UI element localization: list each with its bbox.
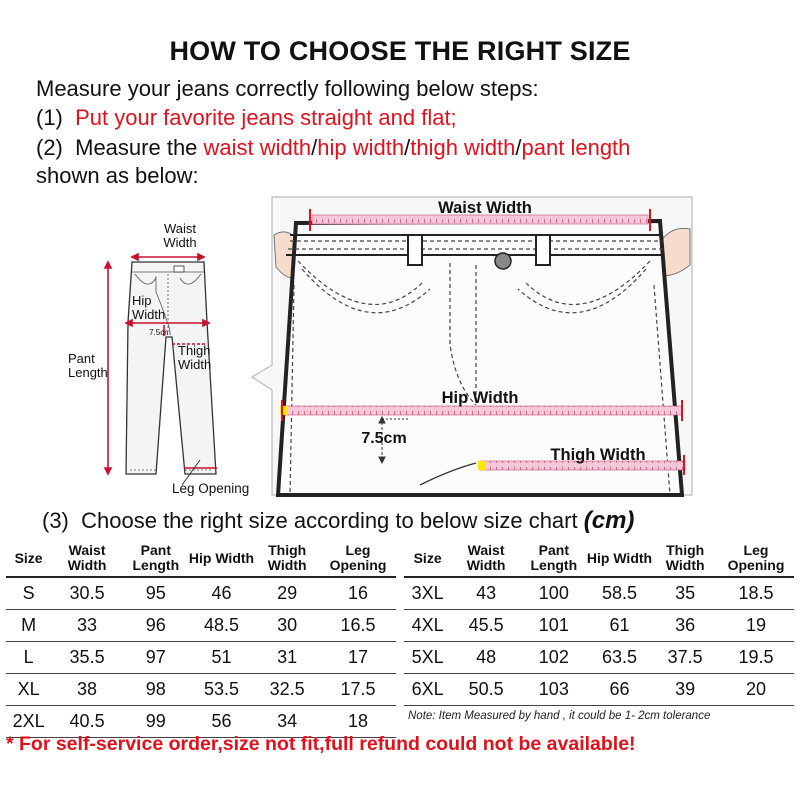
size-table-left-value-cell: 32.5 (254, 674, 320, 706)
step-3-unit: (cm) (583, 507, 635, 534)
size-table-right-value-cell: 18.5 (718, 577, 794, 610)
left-length-label: Pant Length (68, 351, 108, 380)
size-table-left-value-cell: 29 (254, 577, 320, 610)
step-2-number: (2) (36, 135, 63, 160)
size-table-left-body (6, 577, 396, 738)
size-table-left-value-cell: 17 (320, 642, 396, 674)
right-hip-label: Hip Width (441, 389, 519, 407)
size-table-right-value-cell: 103 (521, 674, 587, 706)
size-table-right-header-cell: Thigh Width (652, 540, 718, 577)
step-2-sep-3: / (515, 135, 522, 160)
size-table-left-value-cell: 40.5 (51, 706, 123, 738)
step-3-number: (3) (42, 508, 69, 533)
left-hip-label: Hip Width (132, 293, 166, 322)
size-table-right-value-cell: 37.5 (652, 642, 718, 674)
size-table-right-size-cell: 3XL (404, 577, 451, 610)
size-table-right (404, 540, 794, 706)
size-table-right-value-cell: 43 (451, 577, 521, 610)
step-2-waist: waist width (203, 135, 312, 160)
size-table-right-header-cell: Waist Width (451, 540, 521, 577)
size-table-right-value-cell: 19 (718, 610, 794, 642)
size-table-left-value-cell: 31 (254, 642, 320, 674)
size-table-left-header (6, 540, 396, 577)
size-table-right-value-cell: 48 (451, 642, 521, 674)
size-table-left-row (6, 674, 396, 706)
size-table-right-value-cell: 35 (652, 577, 718, 610)
refund-warning: * For self-service order,size not fit,full refund could not be available! (6, 733, 636, 755)
size-table-left-value-cell: 48.5 (189, 610, 255, 642)
size-table-right-value-cell: 50.5 (451, 674, 521, 706)
size-table-left-value-cell: 33 (51, 610, 123, 642)
size-table-right-row (404, 674, 794, 706)
size-table-right-row (404, 642, 794, 674)
size-table-left-value-cell: 30.5 (51, 577, 123, 610)
size-table-right-value-cell: 100 (521, 577, 587, 610)
size-table-left-value-cell: 34 (254, 706, 320, 738)
step-3-text: Choose the right size according to below size chart (81, 508, 578, 533)
size-table-left-value-cell: 53.5 (189, 674, 255, 706)
size-table-right-size-cell: 4XL (404, 610, 451, 642)
size-table-left-value-cell: 46 (189, 577, 255, 610)
size-table-right-value-cell: 101 (521, 610, 587, 642)
step-2-prefix: Measure the (75, 135, 204, 160)
step-2 (36, 134, 630, 162)
size-table-right-value-cell: 102 (521, 642, 587, 674)
size-table-right-row (404, 577, 794, 610)
size-table-left-size-cell: M (6, 610, 51, 642)
size-table-right-header (404, 540, 794, 577)
size-table-left-size-cell: XL (6, 674, 51, 706)
size-table-left-value-cell: 35.5 (51, 642, 123, 674)
step-2-sep-2: / (404, 135, 411, 160)
size-table-right-header-cell: Leg Opening (718, 540, 794, 577)
step-2-suffix: shown as below: (36, 163, 199, 188)
step-1-number: (1) (36, 105, 63, 130)
step-2-thigh: thigh width (410, 135, 516, 160)
size-table-left-value-cell: 16.5 (320, 610, 396, 642)
page-title: HOW TO CHOOSE THE RIGHT SIZE (169, 36, 631, 66)
size-table-right-value-cell: 61 (587, 610, 653, 642)
size-table-left-value-cell: 98 (123, 674, 189, 706)
size-table-left-header-cell: Leg Opening (320, 540, 396, 577)
size-table-left-size-cell: L (6, 642, 51, 674)
size-table-right-value-cell: 20 (718, 674, 794, 706)
size-table-left-header-cell: Hip Width (189, 540, 255, 577)
size-table-left-size-cell: S (6, 577, 51, 610)
size-table-left (6, 540, 396, 738)
left-waist-label: Waist Width (163, 221, 197, 250)
intro-text: Measure your jeans correctly following below steps: (36, 76, 539, 101)
size-table-left-header-cell: Thigh Width (254, 540, 320, 577)
step-2-length: pant length (521, 135, 631, 160)
step-1 (36, 104, 457, 132)
size-table-left-value-cell: 95 (123, 577, 189, 610)
size-table-left-header-cell: Size (6, 540, 51, 577)
left-rise-label: 7.5cm (149, 328, 171, 337)
size-table-left-value-cell: 99 (123, 706, 189, 738)
step-1-text: Put your favorite jeans straight and flat; (75, 105, 457, 130)
size-table-left-value-cell: 17.5 (320, 674, 396, 706)
size-table-right-body (404, 577, 794, 706)
size-table-left-value-cell: 30 (254, 610, 320, 642)
size-table-right-value-cell: 66 (587, 674, 653, 706)
size-table-right-header-cell: Hip Width (587, 540, 653, 577)
size-table-right-value-cell: 58.5 (587, 577, 653, 610)
tolerance-note: Note: Item Measured by hand , it could be 1- 2cm tolerance (408, 710, 711, 722)
size-table-right-header-cell: Pant Length (521, 540, 587, 577)
left-opening-label: Leg Opening (172, 481, 250, 496)
step-2-hip: hip width (317, 135, 405, 160)
size-table-left-value-cell: 51 (189, 642, 255, 674)
size-table-left-value-cell: 96 (123, 610, 189, 642)
step-2-sep-1: / (311, 135, 318, 160)
size-table-left-row (6, 610, 396, 642)
size-table-left-value-cell: 18 (320, 706, 396, 738)
size-table-left-header-cell: Pant Length (123, 540, 189, 577)
size-table-left-size-cell: 2XL (6, 706, 51, 738)
size-table-left-value-cell: 38 (51, 674, 123, 706)
large-jeans-diagram (250, 195, 695, 497)
left-thigh-label: Thigh Width (178, 343, 212, 372)
right-rise-label: 7.5cm (361, 430, 407, 447)
size-table-left-row (6, 577, 396, 610)
size-table-right-value-cell: 36 (652, 610, 718, 642)
step-3 (42, 507, 634, 535)
size-table-right-value-cell: 63.5 (587, 642, 653, 674)
size-table-left-value-cell: 97 (123, 642, 189, 674)
size-table-right-size-cell: 6XL (404, 674, 451, 706)
size-table-right-value-cell: 45.5 (451, 610, 521, 642)
size-table-left-row (6, 642, 396, 674)
right-waist-label: Waist Width (438, 199, 532, 217)
size-table-right-size-cell: 5XL (404, 642, 451, 674)
size-table-right-value-cell: 19.5 (718, 642, 794, 674)
size-table-right-header-cell: Size (404, 540, 451, 577)
size-table-right-row (404, 610, 794, 642)
size-table-left-header-cell: Waist Width (51, 540, 123, 577)
size-table-left-value-cell: 56 (189, 706, 255, 738)
small-jeans-diagram (60, 212, 275, 502)
size-table-left-value-cell: 16 (320, 577, 396, 610)
size-table-right-value-cell: 39 (652, 674, 718, 706)
right-thigh-label: Thigh Width (550, 446, 646, 464)
